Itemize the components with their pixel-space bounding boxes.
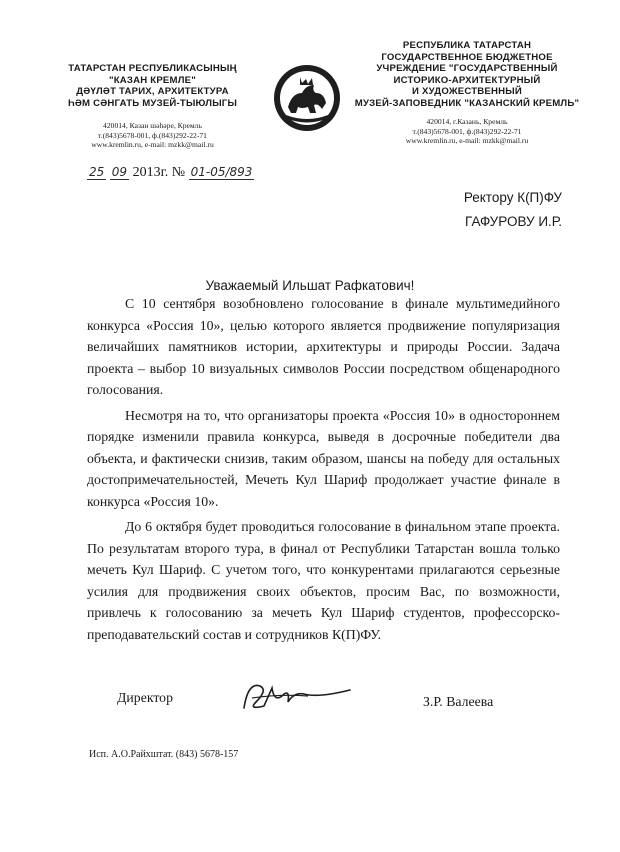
addressee-position: Ректору К(П)ФУ [463, 190, 562, 205]
executor-info: Исп. А.О.Райхштат. (843) 5678-157 [89, 749, 239, 760]
letterhead-russian-line: МУЗЕЙ-ЗАПОВЕДНИК "КАЗАНСКИЙ КРЕМЛЬ" [354, 97, 580, 109]
body-paragraph: Несмотря на то, что организаторы проекта «Россия 10» в одностороннем порядке изменили правила конкурса, выведя в досрочные победители два объекта, и фактически снизив, таким образом, шансы на победу для остальных достопримечательностей, Мечеть Кул Шариф продолжает участие финале в конкурса «Россия 10». [87, 407, 560, 509]
letterhead-tatar [40, 63, 265, 150]
kazan-kremlin-emblem-icon [272, 63, 342, 133]
contact-line: www.kremlin.ru, e-mail: mzkk@mail.ru [91, 140, 214, 149]
letterhead-tatar-line: "КАЗАН КРЕМЛЕ" [109, 74, 196, 86]
letterhead-tatar-line: ТАТАРСТАН РЕСПУБЛИКАСЫНЫҢ [68, 63, 237, 74]
reg-day: 25 [89, 165, 105, 179]
letterhead-russian-contact [352, 117, 582, 146]
letterhead-tatar-line: ДӘҮЛӘТ ТАРИХ, АРХИТЕКТУРА [76, 86, 229, 97]
letterhead-russian-line: УЧРЕЖДЕНИЕ "ГОСУДАРСТВЕННЫЙ [376, 63, 558, 74]
salutation: Уважаемый Ильшат Рафкатович! [205, 278, 415, 293]
contact-line: 420014, г.Казань, Кремль [426, 117, 508, 126]
letterhead-tatar-line: ҺӘМ СӘНГАТЬ МУЗЕЙ-ТЫЮЛЫГЫ [67, 97, 238, 109]
reg-number-label: № [171, 165, 186, 180]
signatory-title: Директор [117, 690, 173, 705]
letterhead-tatar-contact [40, 121, 265, 150]
contact-line: т.(843)5678-001, ф.(843)292-22-71 [412, 126, 522, 136]
letterhead-russian-line: И ХУДОЖЕСТВЕННЫЙ [412, 86, 522, 97]
letterhead-russian-line: РЕСПУБЛИКА ТАТАРСТАН [402, 40, 532, 51]
registration-line [87, 165, 254, 181]
addressee-name: ГАФУРОВУ И.Р. [465, 214, 562, 229]
letter-body [87, 293, 560, 649]
contact-line: www.kremlin.ru, e-mail: mzkk@mail.ru [405, 136, 529, 145]
contact-line: 420014, Казан шәһәре, Кремль [103, 121, 202, 130]
contact-line: т.(843)5678-001, ф.(843)292-22-71 [98, 130, 207, 140]
signatory-name: З.Р. Валеева [423, 694, 494, 709]
reg-number: 01-05/893 [190, 165, 253, 179]
reg-year: 2013г. [132, 165, 169, 180]
letterhead-russian [352, 40, 582, 146]
body-paragraph: До 6 октября будет проводиться голосование в финальном этапе проекта. По результатам второго тура, в финал от Республики Татарстан вошла только мечеть Кул Шариф. С учетом того, что конкурентами прилагаются серьезные усилия для продвижения своих объектов, просим Вас, по возможности, привлечь к голосованию за мечеть Кул Шариф студентов, профессорско-преподавательский состав и сотрудников К(П)ФУ. [87, 519, 560, 642]
letterhead-russian-line: ИСТОРИКО-АРХИТЕКТУРНЫЙ [393, 74, 541, 86]
reg-month: 09 [111, 165, 128, 179]
letterhead-russian-line: ГОСУДАРСТВЕННОЕ БЮДЖЕТНОЕ [381, 51, 553, 63]
body-paragraph: С 10 сентября возобновлено голосование в финале мультимедийного конкурса «Россия 10», целью которого является продвижение популяризация величайших памятников истории, архитектуры и природы России. Задача проекта – выбор 10 визуальных символов России посредством общенародного голосования. [87, 296, 560, 397]
handwritten-signature [238, 672, 358, 720]
